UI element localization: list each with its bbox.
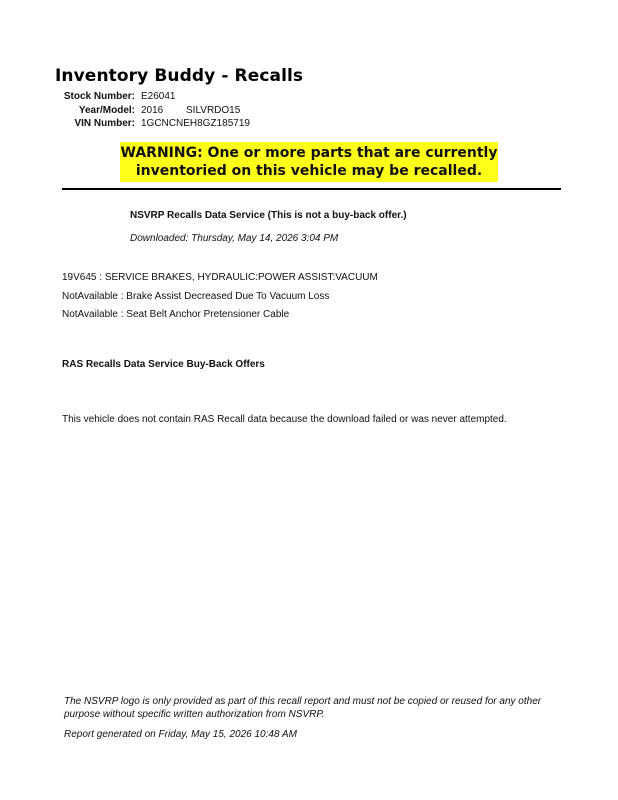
vin-label: VIN Number: <box>74 118 135 129</box>
recall-item: NotAvailable : Seat Belt Anchor Pretensioner Cable <box>62 309 290 320</box>
vehicle-info <box>55 90 250 131</box>
ras-section-title: RAS Recalls Data Service Buy-Back Offers <box>62 359 265 370</box>
page-title: Inventory Buddy - Recalls <box>55 66 304 86</box>
ras-status-message: This vehicle does not contain RAS Recall data because the download failed or was never attempted. <box>62 414 507 425</box>
vin-row <box>55 117 250 131</box>
stock-number-value: E26041 <box>141 91 176 102</box>
year-model-label: Year/Model: <box>78 104 135 116</box>
report-generated-timestamp: Report generated on Friday, May 15, 2026 10:48 AM <box>64 729 297 740</box>
vin-value: 1GCNCNEH8GZ185719 <box>141 118 250 129</box>
warning-line-1: WARNING: One or more parts that are currently <box>120 145 498 161</box>
year-value: 2016 <box>141 104 164 116</box>
year-model-row <box>55 104 250 118</box>
recall-item: NotAvailable : Brake Assist Decreased Due To Vacuum Loss <box>62 290 330 302</box>
warning-line-2: inventoried on this vehicle may be recalled. <box>135 163 483 179</box>
recall-list <box>62 269 378 325</box>
stock-number-label: Stock Number: <box>63 91 135 102</box>
model-value: SILVRDO15 <box>186 104 241 116</box>
nsvrp-download-date: Downloaded: Thursday, May 14, 2026 3:04 PM <box>130 233 339 244</box>
nsvrp-logo-disclaimer: The NSVRP logo is only provided as part of this recall report and must not be copied or reused for any other purpose without specific written authorization from NSVRP. <box>64 696 542 720</box>
nsvrp-section-title: NSVRP Recalls Data Service (This is not a buy-back offer.) <box>130 210 407 221</box>
recall-warning-banner <box>120 142 498 182</box>
recall-item: 19V645 : SERVICE BRAKES, HYDRAULIC:POWER ASSIST:VACUUM <box>62 272 378 283</box>
section-divider <box>62 188 561 190</box>
stock-number-row <box>55 90 250 104</box>
